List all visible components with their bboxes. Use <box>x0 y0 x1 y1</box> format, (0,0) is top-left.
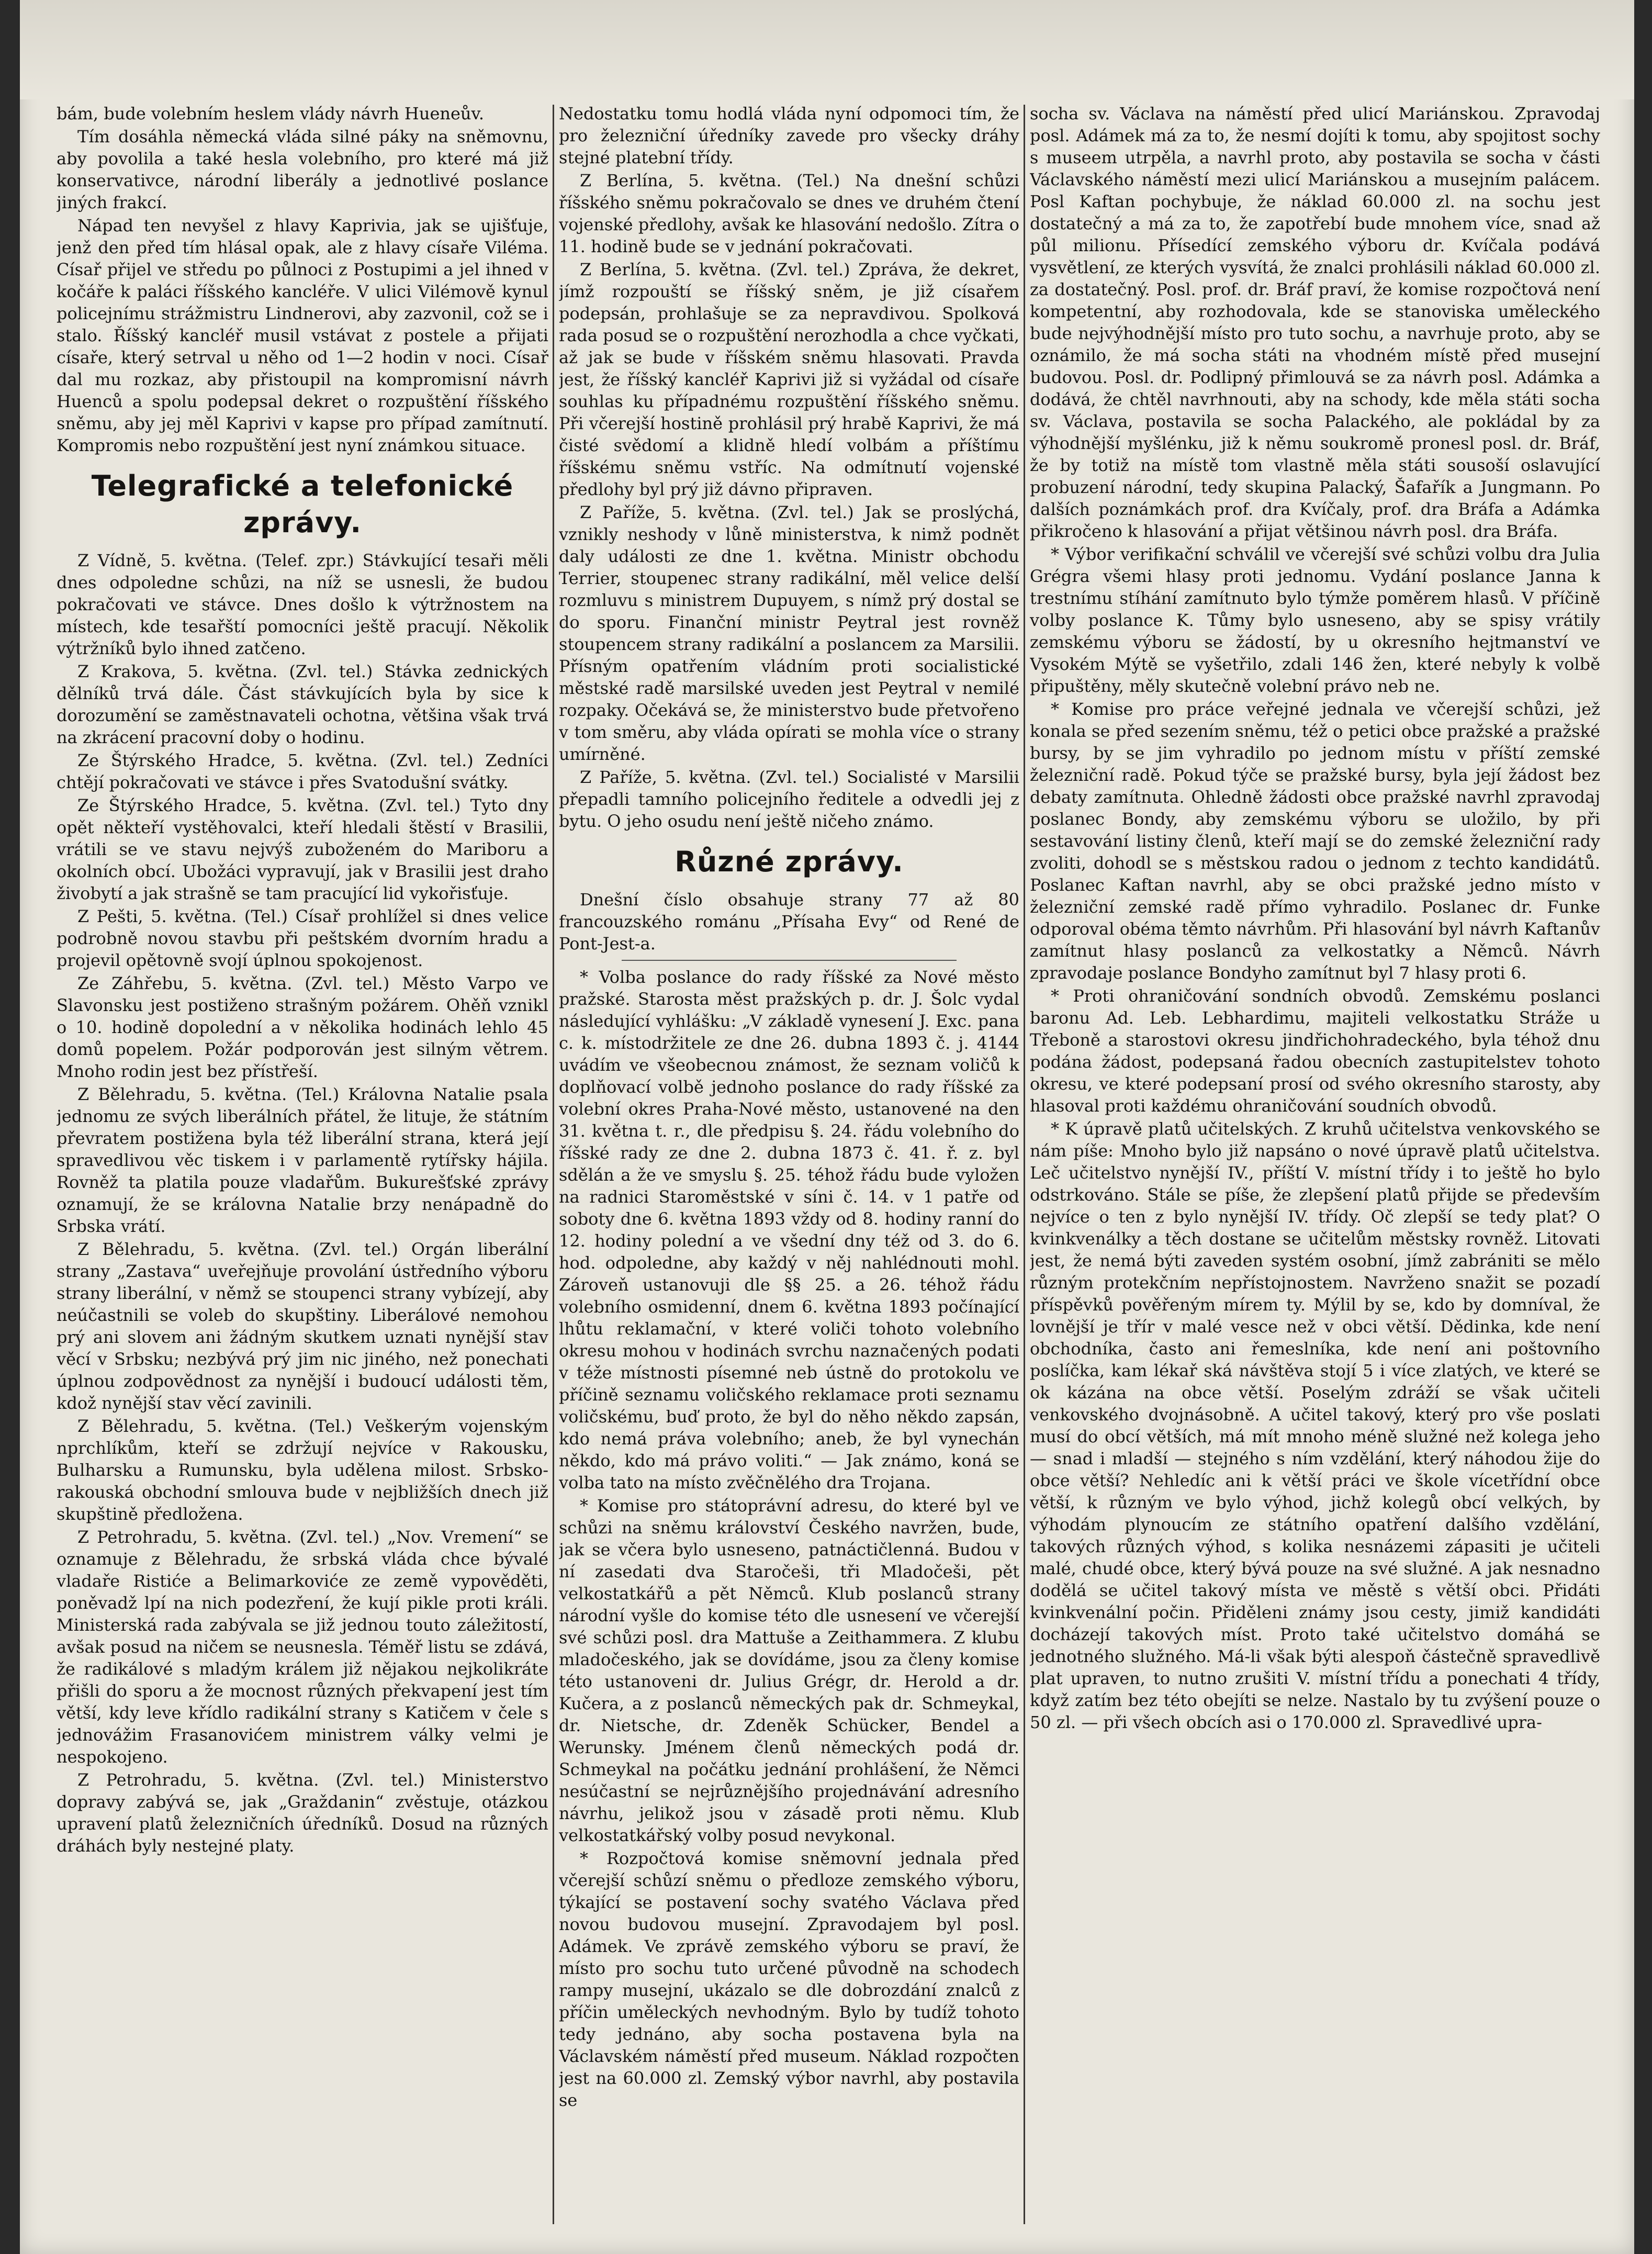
article-item: * Proti ohraničování sondních obvodů. Zemskému poslanci baronu Ad. Leb. Lebhardimu, majiteli velkostatku Stráže u Třeboně a starostovi okresu jindřichohradeckého, byla téhož dnu podána žádost, podepsaná řadou obecních zastupitelstev tohoto okresu, ve které podepsaní prosí od svého okresního starosty, aby hlasoval proti každému ohraničování soudních obvodů. <box>1030 986 1600 1116</box>
column-2 <box>559 103 1019 2227</box>
article-item: Ze Záhřebu, 5. května. (Zvl. tel.) Město Varpo ve Slavonsku jest postiženo strašným požárem. Ohěň vznikl o 10. hodině dopolední a v několika hodinách lehlo 45 domů popelem. Požár podporován jest silným větrem. Mnoho rodin jest bez přístřeší. <box>57 973 548 1081</box>
paragraph: Nápad ten nevyšel z hlavy Kaprivia, jak se ujišťuje, jenž den před tím hlásal opak, ale z hlavy císaře Viléma. Císař přijel ve středu po půlnoci z Postupimi a jel ihned v kočáře k paláci říšského kancléře. V ulici Vilémově kynul policejnímu strážmistru Lindnerovi, aby zazvonil, což se i stalo. Říšský kancléř musil vstávat z postele a přijati císaře, který setrval u něho od 1—2 hodin v noci. Císař dal mu rozkaz, aby přistoupil na kompromisní návrh Huenců a spolu podepsal dekret o rozpuštění říšského sněmu, aby jej měl Kaprivi v kapse pro případ zamítnutí. Kompromis nebo rozpuštění jest nyní známkou situace. <box>57 216 548 455</box>
column-1 <box>57 103 548 2227</box>
article-item: Z Petrohradu, 5. května. (Zvl. tel.) „Nov. Vremení“ se oznamuje z Bělehradu, že srbská vláda chce bývalé vladaře Ristiće a Belimarkoviće ze země vypověděti, poněvadž lpí na nich podezření, že kují pikle proti králi. Ministerská rada zabývala se již jednou touto záležitostí, avšak posud na ničem se neusnesla. Téměř listu se zdává, že radikálové s mladým králem již nějakou nejkolikráte přišli do sporu a že mocnost různých překvapení jest tím větší, kdy leve křídlo radikální strany s Katičem v čele s jednovážim Frasanovićem ministrem války velmi je nespokojeno. <box>57 1527 548 1767</box>
paragraph: Nedostatku tomu hodlá vláda nyní odpomoci tím, že pro železniční úředníky zavede pro všecky dráhy stejné platební třídy. <box>559 104 1019 167</box>
article-item: Z Bělehradu, 5. května. (Tel.) Veškerým vojenským nprchlíkům, kteří se zdržují nejvíce v Rakousku, Bulharsku a Rumunsku, byla udělena milost. Srbsko-rakouská obchodní smlouva bude v nejbližších dnech již skupštině předložena. <box>57 1416 548 1524</box>
paragraph: bám, bude volebním heslem vlády návrh Hueneův. <box>57 104 484 124</box>
section-heading: Různé zprávy. <box>675 845 904 878</box>
article-item: Z Paříže, 5. května. (Zvl. tel.) Jak se proslýchá, vznikly neshody v lůně ministerstva, k nimž podnět daly události ze dne 1. května. Ministr obchodu Terrier, stoupenec strany radikální, měl velice delší rozmluvu s ministrem Dupuyem, s nímž prý dostal se do sporu. Finanční ministr Peytral jest rovněž stoupencem strany radikální a poslancem za Marsilii. Přísným opatřením vládním proti socialistické městské radě marsilské uveden jest Peytral v nemilé rozpaky. Očekává se, že ministerstvo bude přetvořeno v tom směru, aby vláda opírati se mohla více o strany umírněné. <box>559 502 1019 764</box>
section-heading: Telegrafické a telefonické zprávy. <box>91 469 514 539</box>
article-item: Z Petrohradu, 5. května. (Zvl. tel.) Ministerstvo dopravy zabývá se, jak „Graždanin“ zvěstuje, otázkou upravení platů železničních úředníků. Dosud na různých dráhách byly nestejné platy. <box>57 1770 548 1856</box>
article-item: * Výbor verifikační schválil ve včerejší své schůzi volbu dra Julia Grégra všemi hlasy proti jednomu. Vydání poslance Janna k trestnímu stíhání zamítnuto bylo týmže poměrem hlasů. V příčině volby poslance K. Tůmy bylo usneseno, aby se spisy vrátily zemskému výboru se žádostí, by u okresního hejtmanství ve Vysokém Mýtě se vyšetřilo, zdali 146 žen, které nebyly k volbě připuštěny, měly skutečně volební právo neb ne. <box>1030 544 1600 696</box>
page-top-margin <box>20 0 1634 99</box>
article-item: Z Vídně, 5. května. (Telef. zpr.) Stávkující tesaři měli dnes odpoledne schůzi, na níž se usnesli, že budou pokračovati ve stávce. Dnes došlo k výtržnostem na místech, kde tesařští pomocníci ještě pracují. Několik výtržníků bylo ihned zatčeno. <box>57 551 548 658</box>
article-item: Z Berlína, 5. května. (Tel.) Na dnešní schůzi říšského sněmu pokračovalo se dnes ve druhém čtení vojenské předlohy, avšak ke hlasování nedošlo. Zítra o 11. hodině bude se v jednání pokračovati. <box>559 171 1019 256</box>
article-item: * K úpravě platů učitelských. Z kruhů učitelstva venkovského se nám píše: Mnoho bylo již napsáno o nové úpravě platů učitelstva. Leč učitelstvo nynější IV., příští V. místní třídy i to ještě ho bylo odstrkováno. Stále se píše, že zlepšení platů přijde se především nejvíce o ten z bylo nynější IV. třídy. Oč zlepší se tedy plat? O kvinkvenálky a těch dostane se učitelům městsky rovněž. Litovati jest, že nemá býti zaveden systém osobní, jímž zabrániti se mělo různým protekčním nepřístojnostem. Navrženo snažit se pozadí příspěvků pověřeným mírem ty. Mýlil by se, kdo by domníval, že lovnější je třír v malé vesce než v obci větší. Dědinka, kde není obchodníka, často ani řemeslníka, kde není ani poštovního poslíčka, kam lékař ská návštěva stojí 5 i více zlatých, ve které se ok kázána na obce větší. Poselým zdráží se však učiteli venkovského dvojnásobně. A učitel takový, který pro vše poslati musí do obcí větších, má mít mnoho méně služné než kolega jeho — snad i mladší — stejného s ním vzdělání, který náhodou žije do obce větší? Nehledíc ani k větší práci ve škole vícetřídní obce větší, k různým ve bylo výhod, jichž kolegů obcí velkých, by výhodám plynoucím ze státního opatření dalšího vzdělání, takových různých výhod, s kolika nesnázemi zápasiti je učiteli malé, chudé obce, který bývá pouze na své služné. A jak nesnadno dodělá se učitel takový místa ve městě s větší obci. Přidáti kvinkvenální počin. Přiděleni známy jsou cesty, jimiž kandidáti docházejí takových míst. Proto také učitelstvo domáhá se jednotného služného. Má-li však býti alespoň částečně spravedlivě plat upraven, to nutno zrušiti V. místní třídu a ponechati 4 třídy, když zatím bez této obejíti se nelze. Nastalo by tu zvýšení pouze o 50 zl. — při všech obcích asi o 170.000 zl. Spravedlivé upra- <box>1030 1119 1600 1732</box>
article-item: * Volba poslance do rady říšské za Nové město pražské. Starosta měst pražských p. dr. J. Šolc vydal následující vyhlášku: „V základě vynesení J. Exc. pana c. k. místodržitele ze dne 26. dubna 1893 č. j. 4144 uvádím ve všeobecnou známost, že seznam voličů k doplňovací volbě jednoho poslance do rady říšské za volební okres Praha-Nové město, ustanovené na den 31. května t. r., dle předpisu §. 24. řádu volebního do říšské rady ze dne 2. dubna 1873 č. 41. ř. z. byl sdělán a že ve smyslu §. 25. téhož řádu bude vyložen na radnici Staroměstské v síni č. 14. v 1 patře od soboty dne 6. května 1893 vždy od 8. hodiny ranní do 12. hodiny polední a ve všední dny též od 3. do 6. hod. odpoledne, aby každý v něj nahlédnouti mohl. Zároveň ustanovuji dle §§ 25. a 26. téhož řádu volebního osmidenní, dnem 6. května 1893 počínající lhůtu reklamační, v které voliči tohoto volebního okresu mohou v hodinách svrchu naznačených podati v téže místnosti písemné neb ústně do protokolu ve příčině seznamu voličského reklamace proti seznamu voličskému, buď proto, že byl do něho někdo zapsán, kdo nemá práva volebního; aneb, že byl vynechán někdo, kdo má právo voliti.“ — Jak známo, koná se volba tato na místo zvěčnělého dra Trojana. <box>559 967 1019 1493</box>
article-item: * Rozpočtová komise sněmovní jednala před včerejší schůzí sněmu o předloze zemského výboru, týkající se postavení sochy svatého Václava před novou budovou musejní. Zpravodajem byl posl. Adámek. Ve zprávě zemského výboru se praví, že místo pro sochu tuto určené původně na schodech rampy musejní, ukázalo se dle dobrozdání znalců z příčin uměleckých nevhodným. Bylo by tudíž tohoto tedy jednáno, aby socha postavena byla na Václavském náměstí před museum. Náklad rozpočten jest na 60.000 zl. Zemský výbor navrhl, aby postavila se <box>559 1848 1019 2110</box>
column-rule <box>1024 105 1025 2224</box>
article-item: Z Berlína, 5. května. (Zvl. tel.) Zpráva, že dekret, jímž rozpouští se říšský sněm, je již císařem podepsán, prohlašuje se za nepravdivou. Spolková rada posud se o rozpuštění nerozhodla a chce vyčkati, až jak se bude v říšském sněmu hlasovati. Pravda jest, že říšský kancléř Kaprivi již si vyžádal od císaře souhlas ku případnému rozpuštění říšského sněmu. Při včerejší hostině prohlásil prý hrabě Kaprivi, že má čisté svědomí a klidně hledí volbám a příštímu říšskému sněmu vstříc. Na odmítnutí vojenské předlohy byl prý již dávno připraven. <box>559 260 1019 499</box>
article-item: Z Bělehradu, 5. května. (Zvl. tel.) Orgán liberální strany „Zastava“ uveřejňuje provolání ústředního výboru strany liberální, v němž se stoupenci strany vybízejí, aby neúčastnili se voleb do skupštiny. Liberálové nemohou prý ani slovem ani žádným skutkem uznati nynější stav věcí v Srbsku; nezbývá prý jim nic jiného, než ponechati úplnou zodpovědnost za nynější i budoucí události těm, kdož nynější stav věcí zavinili. <box>57 1239 548 1413</box>
article-item: Z Paříže, 5. května. (Zvl. tel.) Socialisté v Marsilii přepadli tamního policejního ředitele a odvedli jej z bytu. O jeho osudu není ještě ničeho známo. <box>559 767 1019 831</box>
separator <box>622 960 957 961</box>
paragraph: Tím dosáhla německá vláda silné páky na sněmovnu, aby povolila a také hesla volebního, pro které má již konservativce, národní liberály a jednotlivé poslance jiných frakcí. <box>57 127 548 212</box>
article-item: Z Bělehradu, 5. května. (Tel.) Královna Natalie psala jednomu ze svých liberálních přátel, že lituje, že státním převratem postižena byla též liberální strana, která její spravedlivou věc tiskem i v parlamentě rytířsky hájila. Rovněž ta platila pouze vladařům. Bukurešťské zprávy oznamují, že se královna Natalie brzy nenápadně do Srbska vrátí. <box>57 1084 548 1236</box>
newspaper-page <box>20 0 1634 2254</box>
article-item: Z Krakova, 5. května. (Zvl. tel.) Stávka zednických dělníků trvá dále. Část stávkujících byla by sice k dorozumění se zaměstnavateli ochotna, většina však trvá na zkrácení pracovní doby o hodinu. <box>57 661 548 747</box>
article-item: Ze Štýrského Hradce, 5. května. (Zvl. tel.) Zedníci chtějí pokračovati ve stávce i přes Svatodušní svátky. <box>57 750 548 792</box>
article-item: * Komise pro státoprávní adresu, do které byl ve schůzi na sněmu království Českého navržen, bude, jak se včera bylo usneseno, patnáctičlenná. Budou v ní zasedati dva Staročeši, tři Mladočeši, pět velkostatkářů a pět Němců. Klub poslanců strany národní vyšle do komise této dle usnesení ve včerejší své schůzi posl. dra Mattuše a Zeithammera. Z klubu mladočeského, jak se dovídáme, jsou za členy komise této ustanoveni dr. Julius Grégr, dr. Herold a dr. Kučera, a z poslanců německých pak dr. Schmeykal, dr. Nietsche, dr. Zdeněk Schücker, Bendel a Werunsky. Jménem členů německých podá dr. Schmeykal na počátku jednání prohlášení, že Němci nesúčastní se nejrůznějšího projednávání adresního návrhu, jelikož jsou v zásadě proti němu. Klub velkostatkářský volby posud nevykonal. <box>559 1496 1019 1845</box>
column-rule <box>553 105 554 2224</box>
paragraph: Dnešní číslo obsahuje strany 77 až 80 francouzského románu „Přísaha Evy“ od René de Pont-Jest-a. <box>559 890 1019 954</box>
article-item: Z Pešti, 5. května. (Tel.) Císař prohlížel si dnes velice podrobně novou stavbu při peštském dvorním hradu a projevil opětovně svojí úplnou spokojenost. <box>57 906 548 970</box>
paragraph: socha sv. Václava na náměstí před ulicí Mariánskou. Zpravodaj posl. Adámek má za to, že nesmí dojíti k tomu, aby spojitost sochy s museem utrpěla, a navrhl proto, aby postavila se socha v části Václavského náměstí mezi ulicí Mariánskou a musejním palácem. Posl Kaftan pochybuje, že náklad 60.000 zl. na sochu jest dostatečný a má za to, že zapotřebí bude mnohem více, snad až půl milionu. Přísedící zemského výboru dr. Kvíčala podává vysvětlení, ze kterých vysvítá, že znalci prohlásili náklad 60.000 zl. za dostatečný. Posl. prof. dr. Bráf praví, že komise rozpočtová není kompetentní, aby rozhodovala, kde se stanoviska uměleckého bude nejvýhodnější místo pro tuto sochu, a navrhuje proto, aby se oznámilo, že má socha státi na vhodném místě před musejní budovou. Posl. dr. Podlipný přimlouvá se za návrh posl. Adámka a dodává, že chtěl navrhnouti, aby na schody, kde měla státi socha sv. Václava, postavila se socha Palackého, ale pokládal by za výhodnější myšlénku, již k němu soukromě pronesl posl. dr. Bráf, že by totiž na místě tom vlastně měla státi sousoší oslavující probuzení národní, tedy skupina Palacký, Šafařík a Jungmann. Po dalších poznámkách prof. dra Kvíčaly, prof. dra Bráfa a Adámka přikročeno k hlasování a přijat většinou návrh posl. dra Bráfa. <box>1030 104 1600 541</box>
article-item: * Komise pro práce veřejné jednala ve včerejší schůzi, jež konala se před sezením sněmu, též o petici obce pražské a pražské bursy, by se jim vyhradilo po jednom místu v příští zemské železniční radě. Pokud týče se pražské bursy, byla její žádost bez debaty zamítnuta. Ohledně žádosti obce pražské navrhl zpravodaj poslanec Bondy, aby zemskému výboru se uložilo, by při sestavování listiny členů, kteří mají se do zemské železniční rady zvoliti, dohodl se s městskou radou o jednom z techto kandidátů. Poslanec Kaftan navrhl, aby se obci pražské jedno místo v železniční zemské radě přímo vyhradilo. Poslanec dr. Funke odporoval obéma těmto návrhům. Při hlasování byl návrh Kaftanův zamítnut hlasy poslanců za velkostatky a Němců. Návrh zpravodaje poslance Bondyho zamítnut byl 7 hlasy proti 6. <box>1030 699 1600 983</box>
article-item: Ze Štýrského Hradce, 5. května. (Zvl. tel.) Tyto dny opět někteří vystěhovalci, kteří hledali štěstí v Brasilii, vrátili se ve stavu nejvýš zuboženém do Mariboru a okolních obcí. Ubožáci vypravují, jak v Brasilii jest draho živobytí a jak strašně se tam pracující lid vykořisťuje. <box>57 795 548 903</box>
column-3 <box>1030 103 1600 2227</box>
